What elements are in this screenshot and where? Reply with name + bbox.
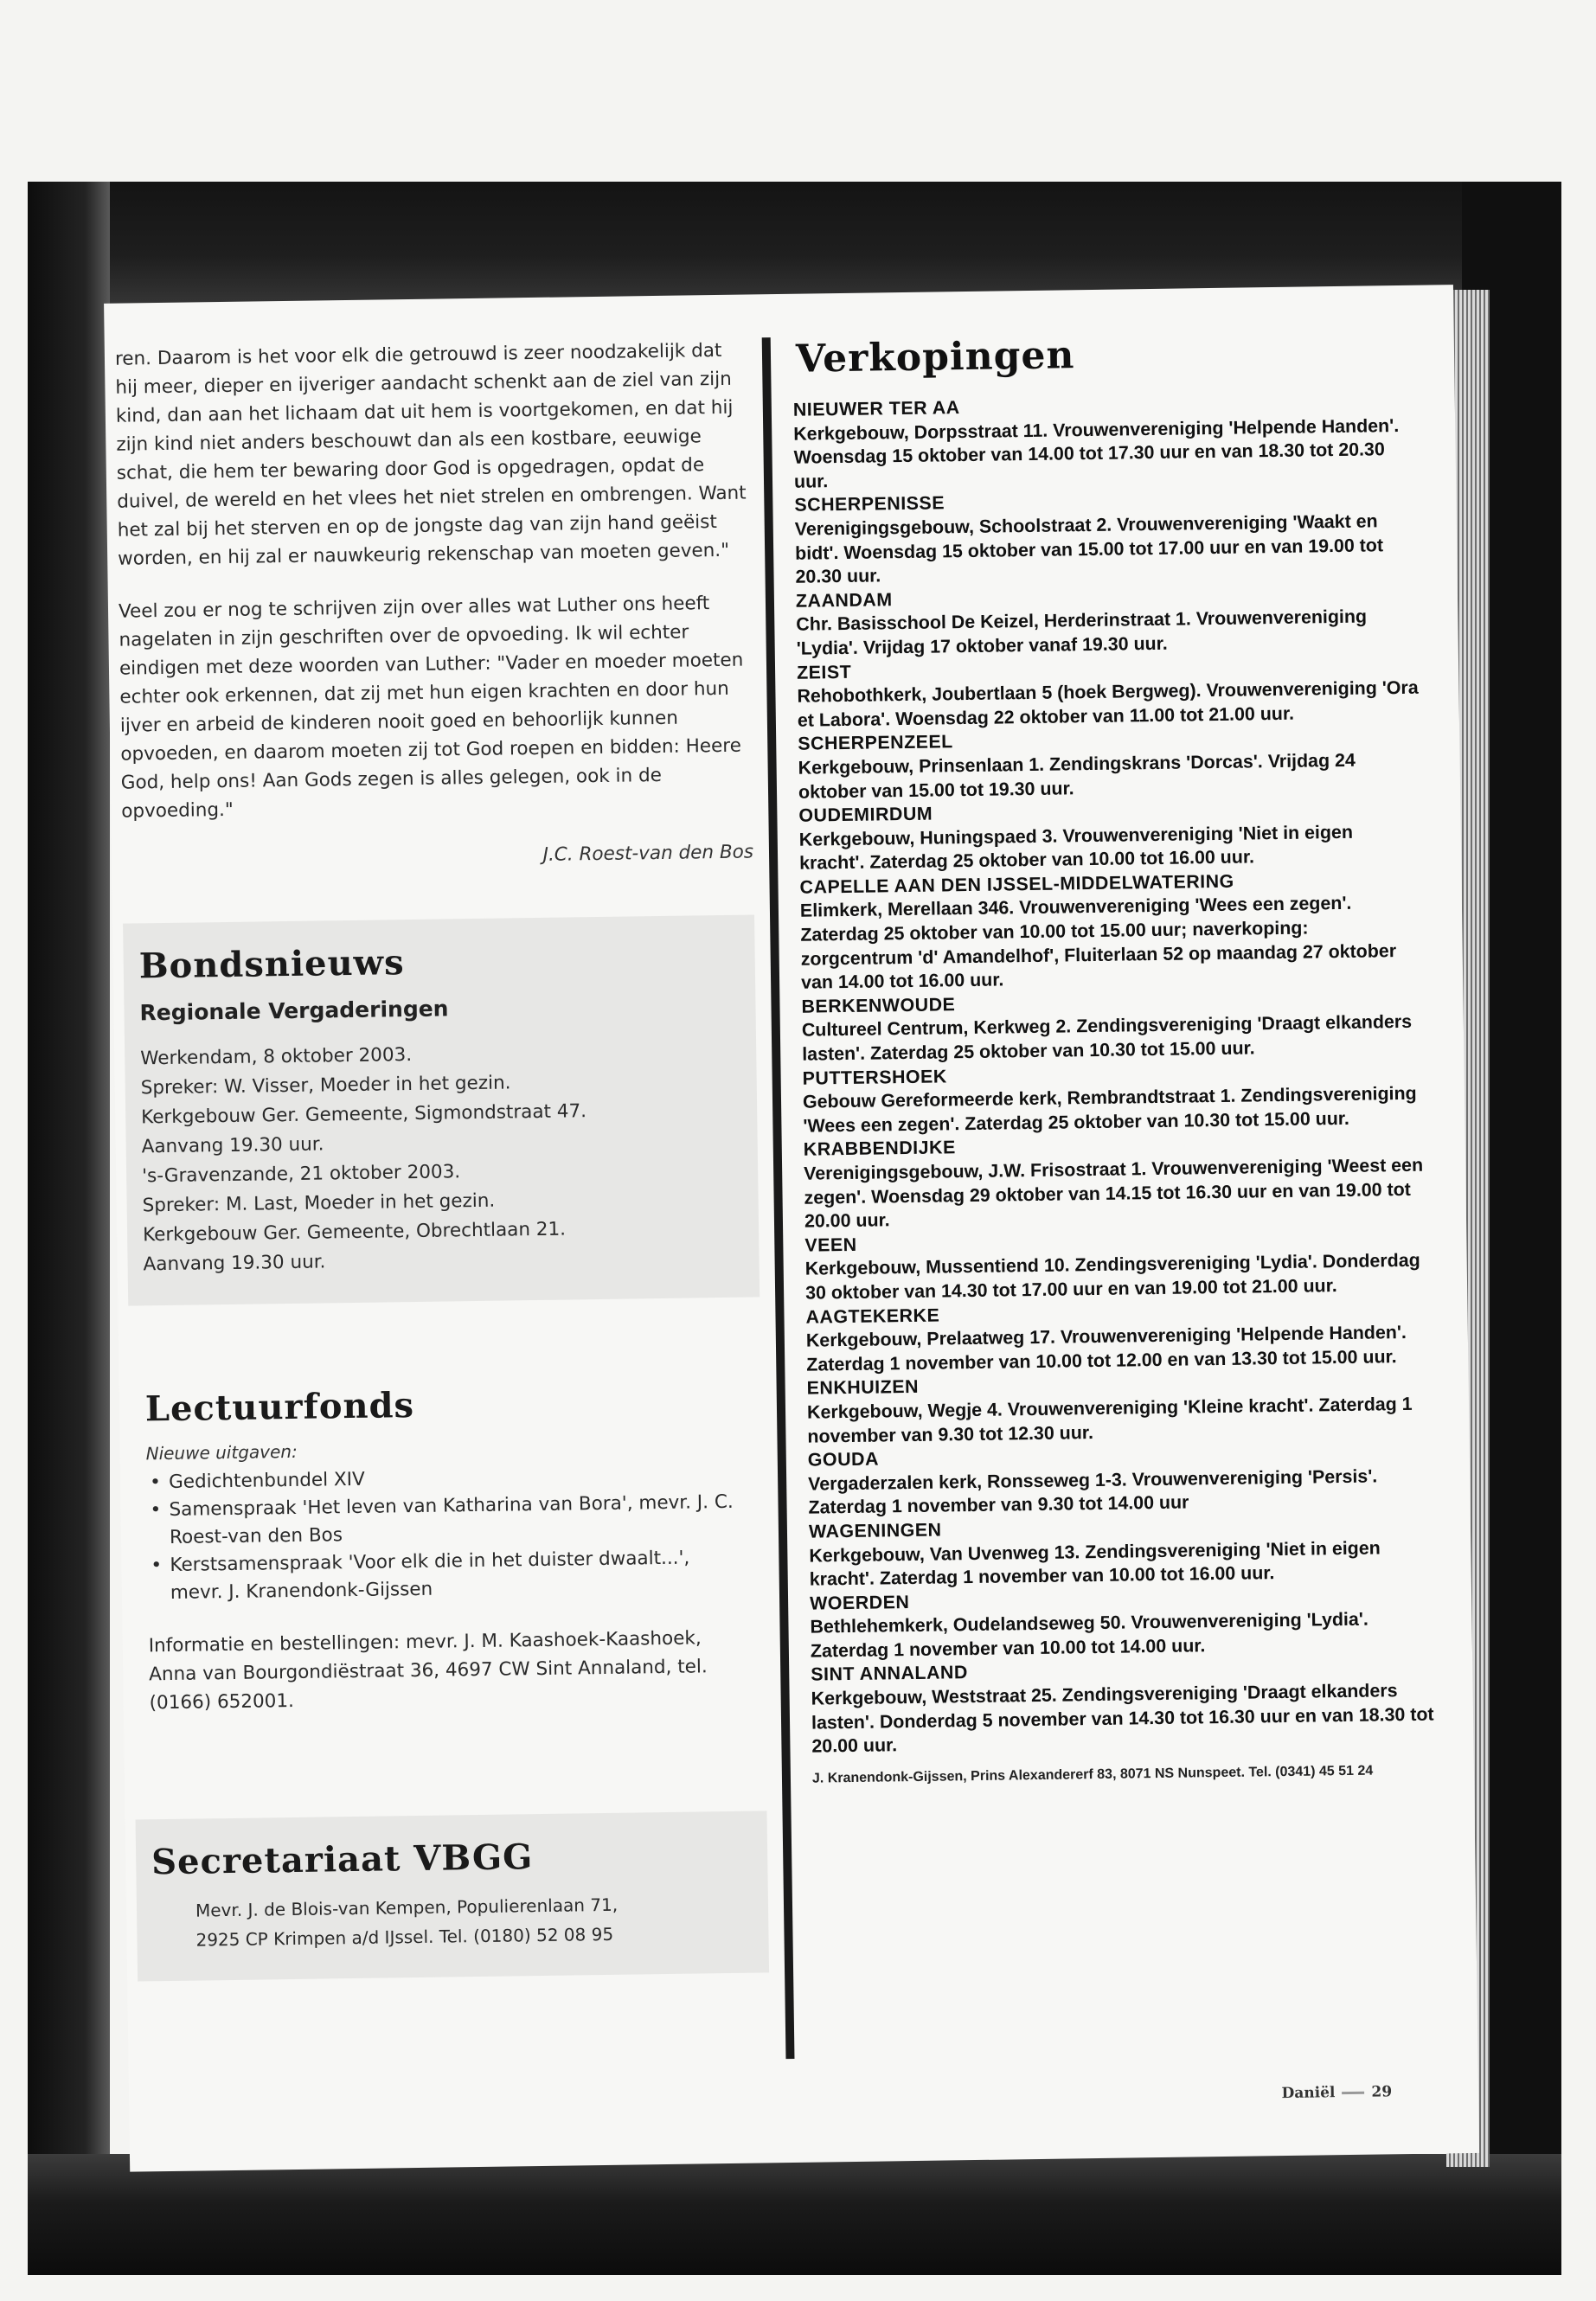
list-item <box>147 1544 747 1608</box>
article-paragraph-2: Veel zou er nog te schrijven zijn over alles wat Luther ons heeft nagelaten in zijn geschriften over de opvoeding. Ik wil echter eindigen met deze woorden van Luther: "Vader en moeder moeten echter ook erkennen, dat zij met hun eigen krachten en door hun ijver en arbeid de kinderen nooit goed en behoorlijk kunnen opvoeden, en daarom moeten zij tot God roepen en bidden: Heere God, help ons! Aan Gods zegen is alles gelegen, ook in de opvoeding." <box>118 593 744 823</box>
entry-town: PUTTERSHOEK <box>802 1065 947 1089</box>
bondsnieuws-lines <box>140 1036 742 1280</box>
entry-text: Chr. Basisschool De Keizel, Herderinstraat 1. Vrouwenvereniging 'Lydia'. Vrijdag 17 oktober vanaf 19.30 uur. <box>796 606 1368 659</box>
article-paragraph-1: ren. Daarom is het voor elk die getrouwd is zeer noodzakelijk dat hij meer, dieper en ijveriger aandacht schenkt aan de ziel van zijn kind, dan aan het lichaam dat uit hem is voortgekomen, en dat hij zijn kind niet anders beschouwt dan als een kostbare, eeuwige schat, die hem ter bewaring door God is opgedragen, opdat de duivel, de wereld en het vlees het niet strelen en ombrengen. Want het zal bij het sterven en op de jongste dag van zijn hand geëist worden, en hij zal er nauwkeurig rekenschap van moeten geven." <box>114 339 747 570</box>
bondsnieuws-line: Spreker: W. Visser, Moeder in het gezin. <box>140 1072 511 1099</box>
scan-border-bottom <box>28 2154 1561 2275</box>
bullet-icon: • <box>150 1499 162 1522</box>
bullet-icon: • <box>151 1554 163 1577</box>
entry-text: Vergaderzalen kerk, Ronsseweg 1-3. Vrouwenvereniging 'Persis'. Zaterdag 1 november van 9.30 tot 14.00 uur <box>808 1465 1378 1518</box>
list-item <box>796 580 1420 661</box>
bondsnieuws-title: Bondsnieuws <box>138 942 405 987</box>
entry-text: Kerkgebouw, Huningspaed 3. Vrouwenvereniging 'Niet in eigen kracht'. Zaterdag 25 oktober van 10.00 tot 16.00 uur. <box>798 821 1354 875</box>
bondsnieuws-line: Aanvang 19.30 uur. <box>141 1133 324 1158</box>
secretariaat-address <box>152 1888 752 1956</box>
list-item <box>801 987 1425 1067</box>
entry-town: BERKENWOUDE <box>801 994 956 1017</box>
lectuurfonds-info: Informatie en bestellingen: mevr. J. M. Kaashoek-Kaashoek, Anna van Bourgondiëstraat 36, 4697 CW Sint Annaland, tel. (0166) 652001. <box>148 1627 708 1715</box>
list-item <box>798 796 1422 876</box>
entry-text: Kerkgebouw, Dorpsstraat 11. Vrouwenvereniging 'Helpende Handen'. Woensdag 15 oktober van 14.00 tot 17.30 uur en van 18.30 tot 20.30 uur. <box>793 414 1400 492</box>
entry-text: Kerkgebouw, Van Uvenweg 13. Zendingsvereniging 'Niet in eigen kracht'. Zaterdag 1 november van 10.00 tot 16.00 uur. <box>809 1536 1381 1590</box>
article-signature: J.C. Roest-van den Bos <box>542 841 754 866</box>
bondsnieuws-line: Werkendam, 8 oktober 2003. <box>140 1044 413 1070</box>
list-item <box>805 1297 1429 1377</box>
scan-border-left <box>28 182 110 2266</box>
bondsnieuws-line: Aanvang 19.30 uur. <box>143 1251 326 1276</box>
entry-town: CAPELLE AAN DEN IJSSEL-MIDDELWATERING <box>799 870 1234 898</box>
entry-text: Bethlehemkerk, Oudelandseweg 50. Vrouwenvereniging 'Lydia'. Zaterdag 1 november van 10.00 tot 14.00 uur. <box>810 1608 1368 1662</box>
entry-text: Verenigingsgebouw, Schoolstraat 2. Vrouwenvereniging 'Waakt en bidt'. Woensdag 15 oktober van 15.00 tot 17.00 uur en van 19.00 tot 20.30 uur. <box>794 510 1384 587</box>
column-divider <box>762 337 795 2059</box>
list-item <box>810 1583 1433 1663</box>
list-item <box>798 724 1421 804</box>
verkopingen-title: Verkopingen <box>795 333 1075 381</box>
list-item <box>806 1368 1430 1449</box>
entry-text: Rehobothkerk, Joubertlaan 5 (hoek Bergweg). Vrouwenvereniging 'Ora et Labora'. Woensdag 22 oktober van 11.00 tot 21.00 uur. <box>797 676 1419 731</box>
bondsnieuws-subtitle: Regionale Vergaderingen <box>139 996 449 1026</box>
separator <box>1342 2092 1364 2094</box>
list-item <box>804 1225 1428 1305</box>
secretariaat-box <box>136 1811 770 1981</box>
entry-town: ZEIST <box>796 661 852 683</box>
bondsnieuws-line: 's-Gravenzande, 21 oktober 2003. <box>141 1161 461 1188</box>
entry-town: KRABBENDIJKE <box>803 1137 956 1161</box>
list-item-text: Samenspraak 'Het leven van Katharina van Bora', mevr. J. C. Roest-van den Bos <box>169 1490 734 1548</box>
bondsnieuws-line: Kerkgebouw Ger. Gemeente, Obrechtlaan 21. <box>142 1218 567 1247</box>
entry-town: AAGTEKERKE <box>805 1304 940 1328</box>
list-item <box>797 652 1420 733</box>
bondsnieuws-line: Spreker: M. Last, Moeder in het gezin. <box>142 1189 496 1217</box>
secretariaat-line: 2925 CP Krimpen a/d IJssel. Tel. (0180) 52 08 95 <box>195 1923 614 1951</box>
list-item <box>799 868 1424 996</box>
entry-text: Kerkgebouw, Wegje 4. Vrouwenvereniging 'Kleine kracht'. Zaterdag 1 november van 9.30 tot 12.30 uur. <box>806 1393 1413 1447</box>
entry-town: WOERDEN <box>809 1591 910 1614</box>
entry-text: Kerkgebouw, Prinsenlaan 1. Zendingskrans 'Dorcas'. Vrijdag 24 oktober van 15.00 tot 19.30 uur. <box>798 749 1356 803</box>
entry-text: Verenigingsgebouw, J.W. Frisostraat 1. Vrouwenvereniging 'Weest een zegen'. Woensdag 29 oktober van 14.15 tot 16.30 uur en van 19.00 tot 20.00 uur. <box>804 1154 1424 1232</box>
list-item <box>793 390 1417 494</box>
bondsnieuws-line: Kerkgebouw Ger. Gemeente, Sigmondstraat 47. <box>141 1100 587 1129</box>
entry-text: Kerkgebouw, Mussentiend 10. Zendingsvereniging 'Lydia'. Donderdag 30 oktober van 14.30 tot 17.00 uur en van 19.00 tot 21.00 uur. <box>804 1250 1420 1304</box>
entry-town: OUDEMIRDUM <box>798 803 933 826</box>
verkopingen-contact: J. Kranendonk-Gijssen, Prins Alexandererf 83, 8071 NS Nunspeet. Tel. (0341) 45 51 24 <box>811 1763 1374 1786</box>
entry-text: Kerkgebouw, Weststraat 25. Zendingsvereniging 'Draagt elkanders lasten'. Donderdag 5 november van 14.30 tot 16.30 uur en van 18.30 tot 20.00 uur. <box>811 1680 1434 1757</box>
lectuurfonds-section <box>129 1357 766 1767</box>
bondsnieuws-box <box>123 914 760 1305</box>
entry-town: WAGENINGEN <box>808 1519 942 1542</box>
entry-text: Kerkgebouw, Prelaatweg 17. Vrouwenvereniging 'Helpende Handen'. Zaterdag 1 november van 10.00 tot 12.00 en van 13.30 tot 15.00 uur. <box>805 1322 1407 1375</box>
entry-text: Gebouw Gereformeerde kerk, Rembrandtstraat 1. Zendingsvereniging 'Wees een zegen'. Zaterdag 25 oktober van 10.30 tot 15.00 uur. <box>802 1083 1417 1137</box>
left-column <box>115 336 769 1982</box>
lectuurfonds-intro: Nieuwe uitgaven: <box>145 1440 298 1465</box>
entry-text: Cultureel Centrum, Kerkweg 2. Zendingsvereniging 'Draagt elkanders lasten'. Zaterdag 25 oktober van 10.30 tot 15.00 uur. <box>801 1011 1413 1065</box>
secretariaat-title: Secretariaat VBGG <box>151 1836 534 1883</box>
page-number-value: 29 <box>1371 2083 1393 2101</box>
entry-text: Elimkerk, Merellaan 346. Vrouwenvereniging 'Wees een zegen'. Zaterdag 25 oktober van 10.00 tot 15.00 uur; naverkoping: zorgcentrum 'd' Amandelhof', Fluiterlaan 52 op maandag 27 oktober van 14.00 tot 16.00 uur. <box>799 893 1397 993</box>
entry-town: NIEUWER TER AA <box>792 397 960 420</box>
list-item <box>802 1058 1426 1138</box>
lectuurfonds-list <box>146 1461 747 1608</box>
entry-town: SINT ANNALAND <box>811 1662 969 1686</box>
right-column <box>792 329 1435 1787</box>
entry-town: GOUDA <box>807 1448 880 1471</box>
list-item <box>794 485 1418 589</box>
list-item-text: Gedichtenbundel XIV <box>168 1468 365 1493</box>
list-item <box>809 1512 1433 1593</box>
lectuurfonds-title: Lectuurfonds <box>144 1385 415 1430</box>
entry-town: ENKHUIZEN <box>806 1376 920 1400</box>
magazine-page <box>104 285 1479 2172</box>
page-number <box>1281 2083 1392 2102</box>
secretariaat-line: Mevr. J. de Blois-van Kempen, Populierenlaan 71, <box>195 1894 619 1921</box>
entry-town: VEEN <box>804 1234 857 1256</box>
list-item <box>804 1130 1427 1234</box>
entry-town: ZAANDAM <box>795 588 893 612</box>
entry-town: SCHERPENZEEL <box>798 731 953 755</box>
list-item-text: Kerstsamenspraak 'Voor elk die in het duister dwaalt...', mevr. J. Kranendonk-Gijssen <box>170 1547 690 1604</box>
magazine-name: Daniël <box>1281 2084 1336 2103</box>
list-item <box>811 1655 1434 1759</box>
list-item <box>146 1489 746 1553</box>
list-item <box>808 1440 1432 1521</box>
bullet-icon: • <box>149 1471 161 1494</box>
entry-town: SCHERPENISSE <box>794 492 945 516</box>
